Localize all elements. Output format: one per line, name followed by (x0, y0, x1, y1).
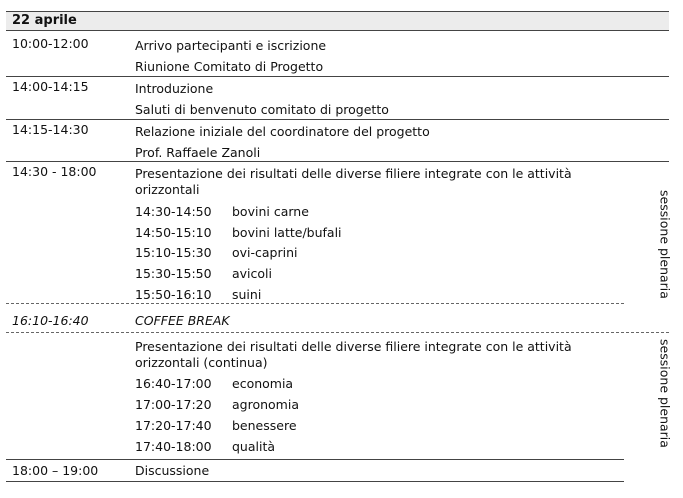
row-line: Saluti di benvenuto comitato di progetto (135, 102, 389, 117)
side-label: sessione plenaria (657, 339, 673, 448)
coffee-label: COFFEE BREAK (135, 313, 230, 328)
row-time: 10:00-12:00 (12, 36, 89, 51)
side-label: sessione plenaria (657, 190, 673, 299)
sub-label: bovini carne (232, 204, 309, 219)
sub-label: agronomia (232, 397, 299, 412)
sub-label: benessere (232, 418, 297, 433)
session-intro: Presentazione dei risultati delle diverse filiere integrate con le attività (135, 339, 572, 354)
sub-time: 17:20-17:40 (135, 418, 212, 433)
sub-time: 15:30-15:50 (135, 266, 212, 281)
row-divider (6, 481, 624, 482)
dashed-divider (6, 332, 669, 333)
sub-time: 14:50-15:10 (135, 225, 212, 240)
row-divider (6, 76, 669, 77)
row-line: Discussione (135, 463, 210, 478)
sub-label: bovini latte/bufali (232, 225, 342, 240)
session-intro: Presentazione dei risultati delle diverse filiere integrate con le attività (135, 166, 572, 181)
sub-label: suini (232, 287, 262, 302)
date-label: 22 aprile (12, 13, 77, 28)
sub-label: avicoli (232, 266, 272, 281)
session-intro: orizzontali (135, 182, 200, 197)
row-line: Introduzione (135, 81, 214, 96)
dashed-divider (6, 303, 624, 304)
sub-time: 15:50-16:10 (135, 287, 212, 302)
sub-time: 16:40-17:00 (135, 376, 212, 391)
sub-label: economia (232, 376, 294, 391)
sub-time: 17:40-18:00 (135, 439, 212, 454)
sub-time: 14:30-14:50 (135, 204, 212, 219)
row-divider (6, 119, 669, 120)
row-line: Prof. Raffaele Zanoli (135, 145, 261, 160)
row-time: 14:15-14:30 (12, 122, 89, 137)
coffee-time: 16:10-16:40 (12, 313, 89, 328)
row-time: 18:00 – 19:00 (12, 463, 99, 478)
day-header (6, 11, 669, 31)
sub-label: ovi-caprini (232, 245, 298, 260)
sub-time: 17:00-17:20 (135, 397, 212, 412)
row-line: Relazione iniziale del coordinatore del progetto (135, 124, 430, 139)
row-divider (6, 459, 624, 460)
sub-label: qualità (232, 439, 276, 454)
row-line: Arrivo partecipanti e iscrizione (135, 38, 327, 53)
row-time: 14:30 - 18:00 (12, 164, 97, 179)
row-line: Riunione Comitato di Progetto (135, 59, 324, 74)
row-divider (6, 161, 669, 162)
row-time: 14:00-14:15 (12, 79, 89, 94)
session-intro: orizzontali (continua) (135, 355, 268, 370)
sub-time: 15:10-15:30 (135, 245, 212, 260)
